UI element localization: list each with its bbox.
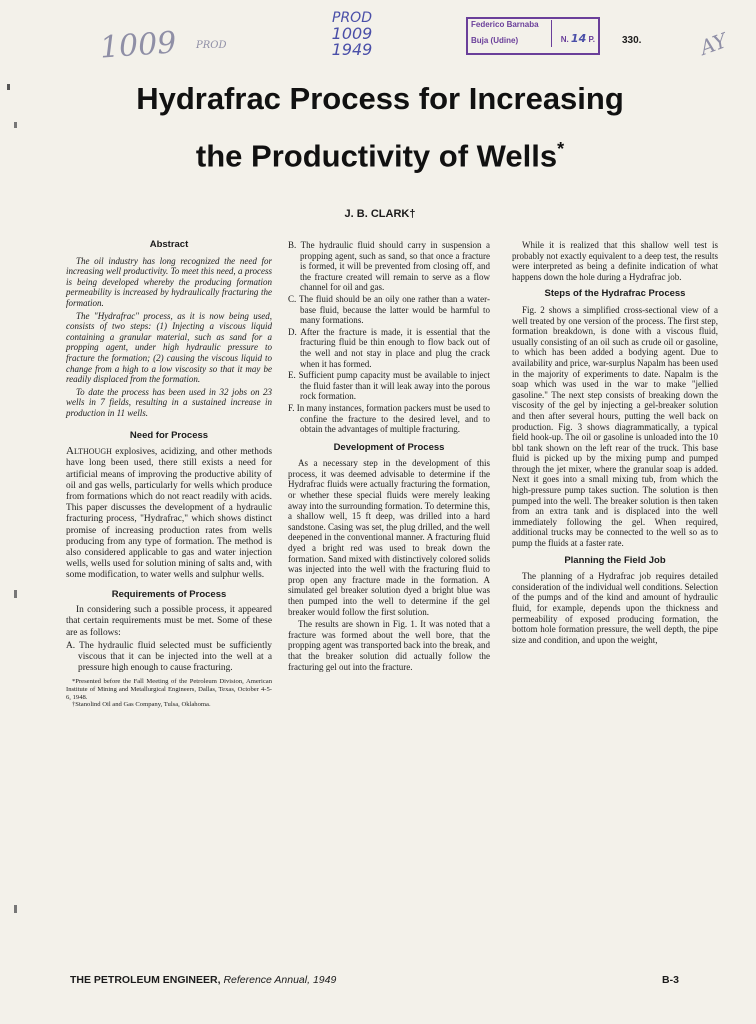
- stamp-owner: Federico Barnaba: [471, 20, 539, 29]
- page-reference: 330.: [622, 35, 642, 46]
- requirements-intro: In considering such a possible process, it appeared that certain requirements must be met. Some of these are as follows:: [66, 605, 272, 638]
- binding-mark: [14, 122, 17, 128]
- footnotes: [66, 678, 272, 708]
- need-text: explosives, acidizing, and other methods have long been used, there still exists a need for artificial means of improving the productive ability of oil and gas wells, particularly for wells which produce from formations which do not react readily with acids. This paper discusses the development of a hydraulic fracturing process, "Hydrafrac," which shows distinct promise of increasing production rates from wells producing from any type of formation. The method is also considered applicable to gas and water injection wells, wells used for solution mining of salts and, with some modification, to water wells and sulphur wells.: [66, 447, 272, 581]
- page-footer: [70, 974, 690, 986]
- abstract-heading: Abstract: [149, 239, 189, 250]
- author-byline: J. B. CLARK†: [344, 208, 416, 220]
- development-paragraph: The results are shown in Fig. 1. It was noted that a fracture was formed about the well bore, that the propping agent was transported back into the break, and that the breaker solution did actually follow the fracturing gel out into the fracture.: [288, 619, 490, 672]
- development-paragraph: As a necessary step in the development of this process, it was deemed advisable to determine if the Hydrafrac fluids were actually fracturing the formation, or whether these special fluids were merely leaking away into the surrounding formation. To determine this, a shallow well, 15 ft deep, was drilled into a hard sandstone. Casing was set, the plug drilled, and the well deepened in the conventional manner. A fracturing fluid dyed a bright red was used to break down the formation. Sand mixed with distinctively colored solids was injected into the well with the fracturing fluid to prop open any fracture made in the formation. A simulated gel breaker solution dyed a bright blue was then pumped into the well to determine if the gel breaker would follow the first solution.: [288, 458, 490, 617]
- stamp-number-label: N.: [560, 35, 569, 44]
- binding-mark: [14, 905, 17, 913]
- column-right: [512, 240, 718, 647]
- requirement-item: F. In many instances, formation packers must be used to confine the fracture to the desired level, and to obtain the advantages of multiple fracturing.: [288, 402, 490, 435]
- binding-mark: [7, 84, 10, 90]
- footnote: *Presented before the Fall Meeting of the Petroleum Division, American Institute of Mining and Metallurgical Engineers, Dallas, Texas, October 4-5-6, 1948.: [66, 678, 272, 701]
- footnote: †Stanolind Oil and Gas Company, Tulsa, Oklahoma.: [72, 701, 211, 709]
- requirements-heading: Requirements of Process: [111, 588, 227, 600]
- stamp-place: Buja (Udine): [471, 36, 519, 45]
- binding-mark: [14, 590, 17, 598]
- title-line-2: the Productivity of Wells: [195, 138, 558, 174]
- corner-mark: AY: [696, 28, 731, 60]
- requirement-item: D. After the fracture is made, it is essential that the fracturing fluid be thin enough to flow back out of the well and not stay in place and plug the crack when it has formed.: [288, 326, 490, 369]
- planning-paragraph: The planning of a Hydrafrac job requires detailed consideration of the individual well conditions. Selection of the pumps and of the kind and amount of hydraulic fluid, for example, depends upon the thickness and permeability of exposed producing formation, the bottom hole formation pressure, the well depth, the pipe size and condition, and upon the weight,: [512, 571, 718, 645]
- column-middle: [288, 240, 490, 674]
- library-stamp: [466, 17, 600, 55]
- requirement-item: A. The hydraulic fluid selected must be sufficiently viscous that it can be injected into the well at a pressure high enough to cause fracturing.: [66, 640, 272, 674]
- footer-journal: THE PETROLEUM ENGINEER,: [70, 974, 221, 986]
- need-heading: Need for Process: [129, 429, 209, 441]
- ink-line: 1009: [331, 24, 373, 43]
- requirement-item: E. Sufficient pump capacity must be available to inject the fluid faster than it will leak away into the porous rock formation.: [288, 370, 490, 402]
- abstract-paragraph: To date the process has been used in 32 jobs on 23 wells in 7 fields, resulting in a sustained increase in production in 11 wells.: [66, 386, 272, 418]
- ink-annotation: [322, 10, 382, 58]
- steps-paragraph: Fig. 2 shows a simplified cross-sectional view of a well treated by one version of the process. The first step, formation breakdown, is done with a viscous fluid, usually consisting of an oil such as crude oil or gasoline, to which has been added a bodying agent. Due to availability and price, war-surplus Napalm has been used in the majority of experiments to date. Napalm is the soap which was used in the war to make "jellied gasoline." The next step consists of breaking down the viscosity of the gel by injecting a gel-breaker solution and then after several hours, putting the well back on production. Fig. 3 shows diagrammatically, a typical field hook-up. The oil or gasoline is unloaded into the 10 bbl tank shown on the left rear of the truck. This base fluid is picked up by the mixing pump and pumped through the jet mixer, where the granular soap is added. Next it goes into a small mixing tub, from which the high-pressure pump takes suction. The solution is then pumped into the well. The breaker solution is then taken from an extra tank and is displaced into the well immediately following the gel. When required, additional trucks may be connected to the well so as to pump the fluids at a faster rate.: [512, 304, 718, 549]
- requirement-item: C. The fluid should be an oily one rather than a water-base fluid, because the latter would be harmful to many formations.: [288, 293, 490, 326]
- column-left: [66, 240, 272, 709]
- development-heading: Development of Process: [333, 441, 445, 453]
- requirement-item: B. The hydraulic fluid should carry in suspension a propping agent, such as sand, so that once a fracture is formed, it will be prevented from closing off, and the fracture created will remain to serve as a flow channel for oil and gas.: [288, 240, 490, 293]
- page-number: B-3: [662, 974, 679, 986]
- footer-issue: Reference Annual, 1949: [223, 974, 337, 986]
- need-paragraph: [66, 446, 272, 581]
- abstract-paragraph: The "Hydrafrac" process, as it is now being used, consists of two steps: (1) Injecting a viscous liquid containing a granular material, such as sand for a propping agent, under high hydraulic pressure to fracture the formation; (2) causing the viscous liquid to change from a high to a low viscosity so that it may be readily displaced from the formation.: [66, 310, 272, 385]
- article-title: [40, 74, 720, 181]
- need-lead: Although: [66, 445, 112, 458]
- ink-line: 1949: [331, 40, 373, 59]
- planning-heading: Planning the Field Job: [564, 554, 666, 566]
- title-line-1: Hydrafrac Process for Increasing: [136, 81, 624, 116]
- pencil-number-annotation: 1009: [98, 25, 178, 66]
- abstract-paragraph: The oil industry has long recognized the need for increasing well productivity. To meet this need, a process is being developed whereby the producing formation permeability is increased by hydraulically fracturing the formation.: [66, 255, 272, 308]
- title-footnote-marker: *: [557, 139, 565, 159]
- pencil-prod-annotation: PROD: [196, 40, 227, 51]
- stamp-page-prefix: P.: [588, 35, 595, 44]
- steps-heading: Steps of the Hydrafrac Process: [544, 288, 686, 300]
- ink-line: PROD: [332, 10, 372, 26]
- development-paragraph: While it is realized that this shallow well test is probably not exactly equivalent to a deep test, the results were interpreted as being a definite indication of what happens down the hole during a Hydrafrac job.: [512, 240, 718, 282]
- stamp-number-value: 14: [570, 32, 587, 45]
